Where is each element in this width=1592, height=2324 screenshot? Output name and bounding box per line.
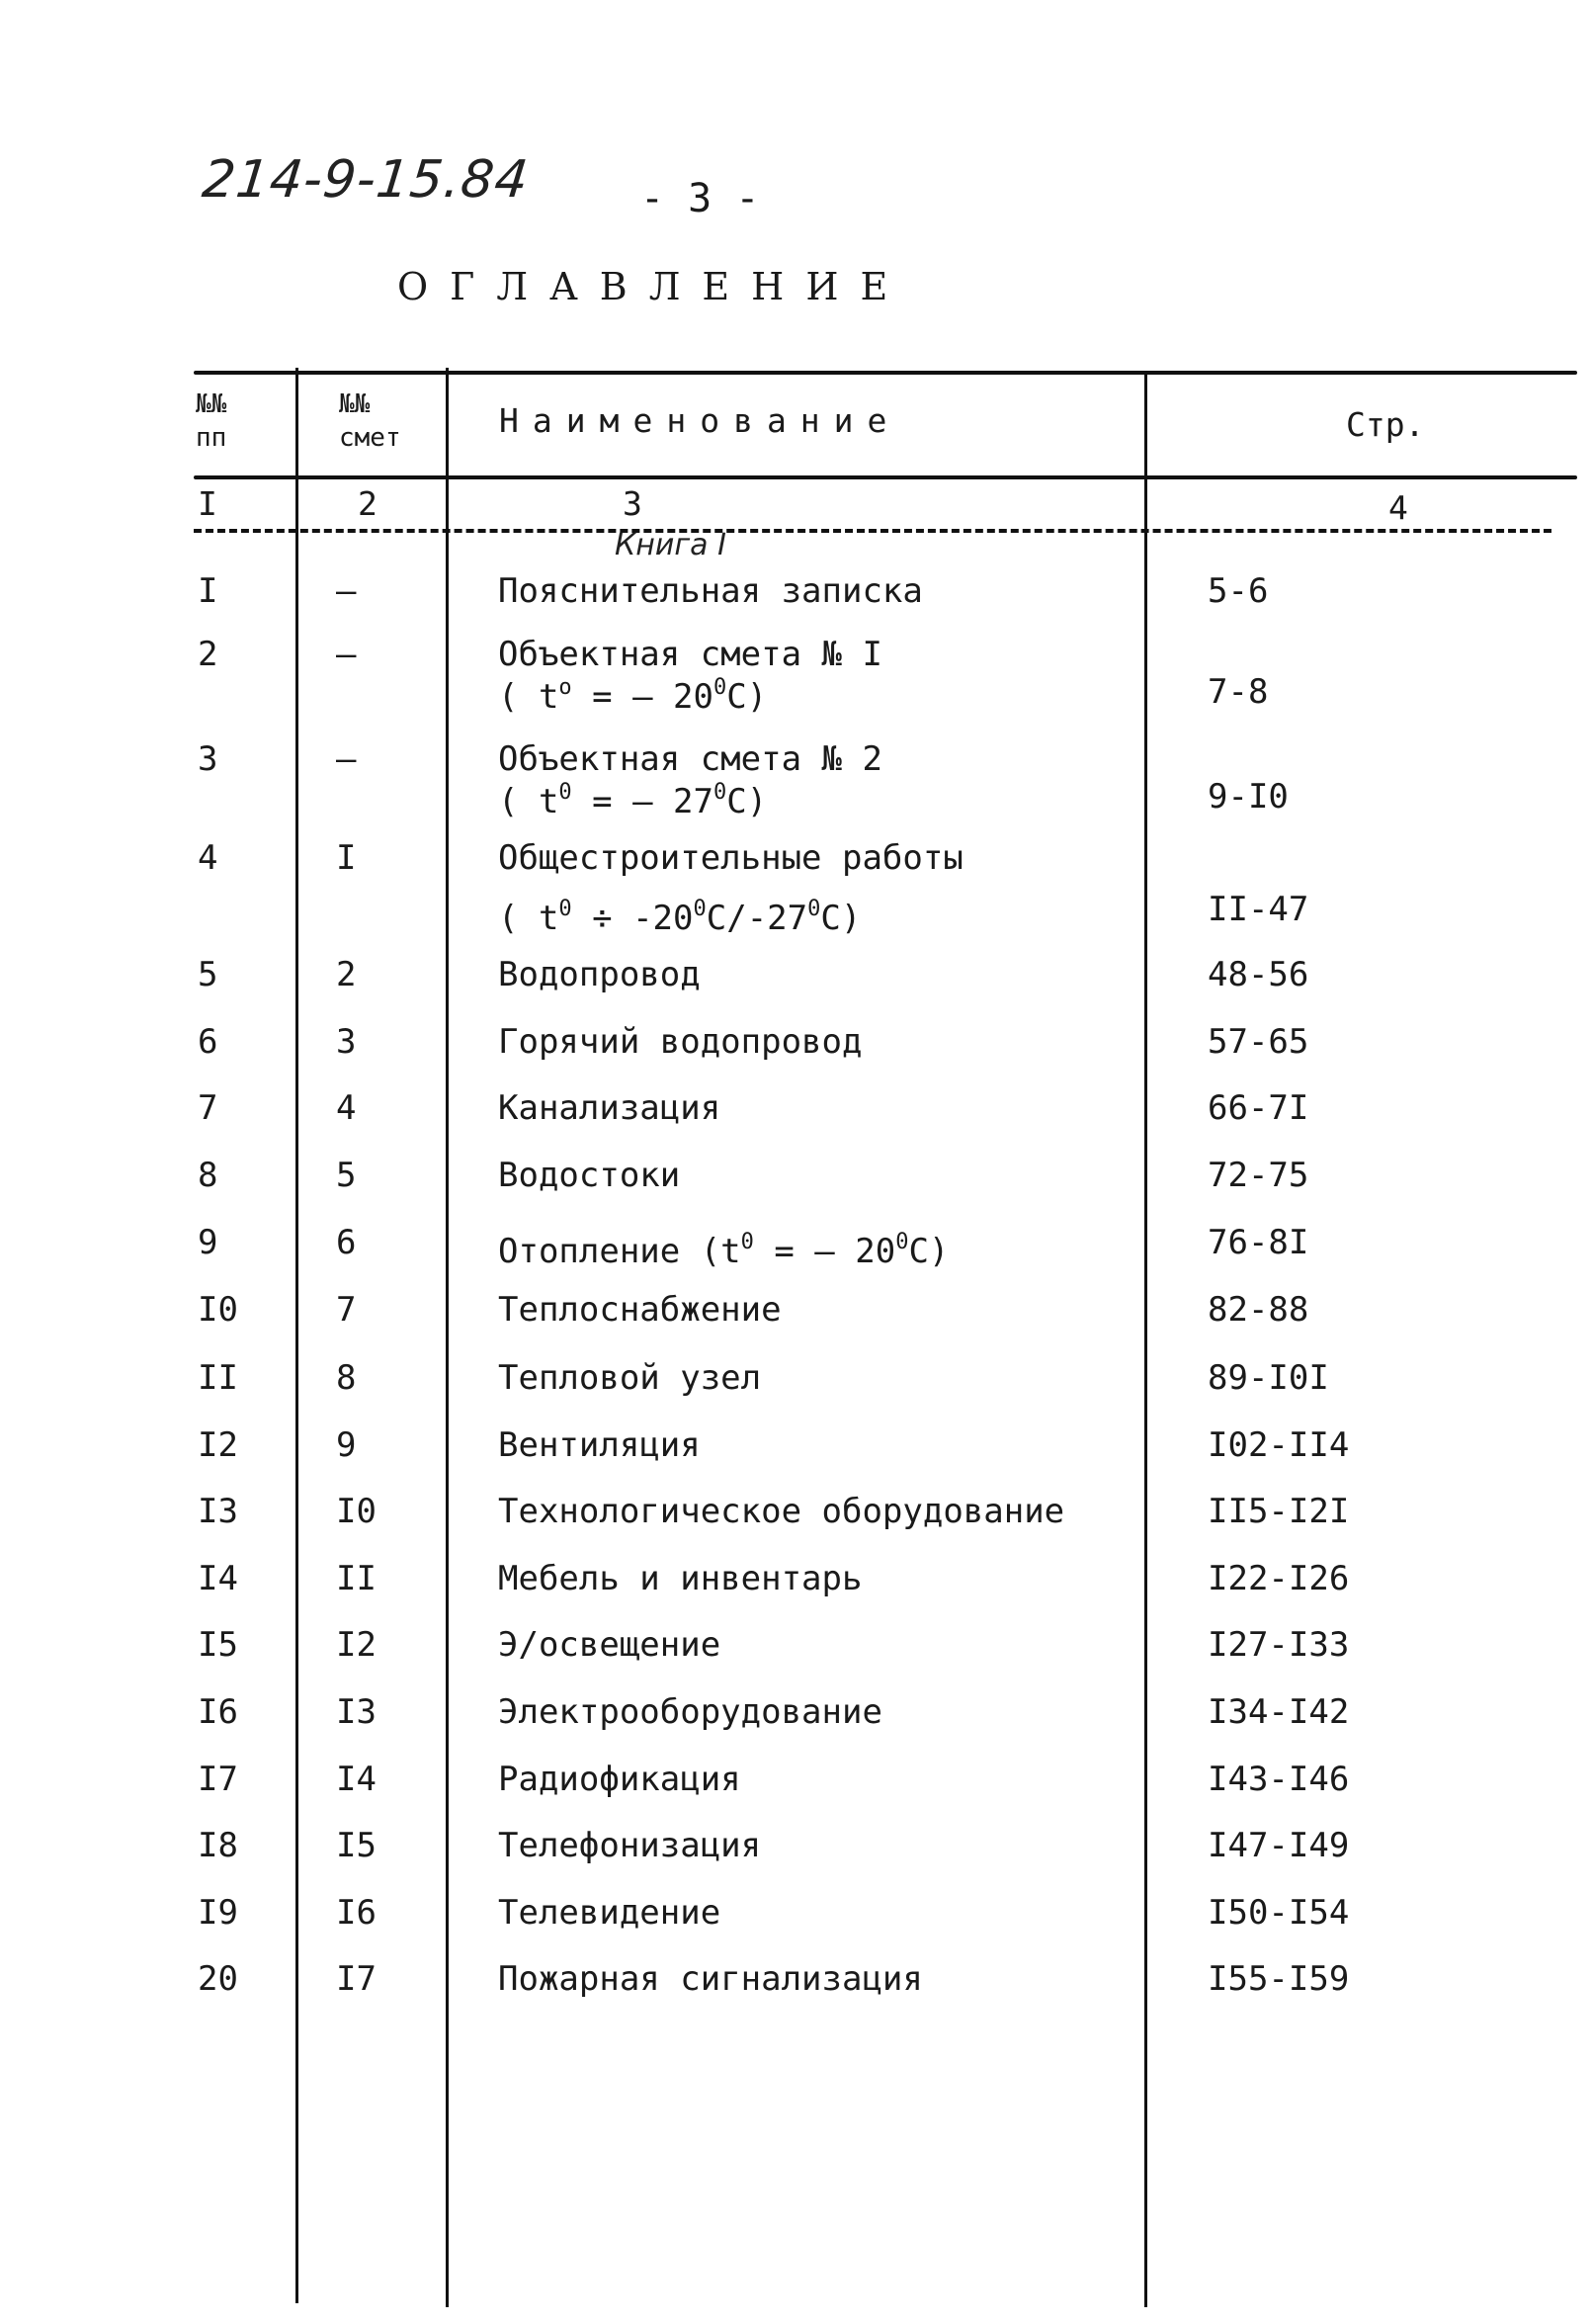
estimate-number: I0	[336, 1492, 377, 1531]
column-number-4: 4	[1388, 488, 1408, 527]
row-number: 7	[198, 1088, 218, 1128]
row-number: I8	[198, 1826, 238, 1865]
row-name-text: C/-27	[706, 899, 808, 938]
page-range: II5-I2I	[1208, 1492, 1350, 1531]
row-name	[498, 1692, 882, 1732]
page-range: 89-I0I	[1208, 1358, 1329, 1398]
estimate-number: 3	[336, 1022, 357, 1062]
estimate-number: I6	[336, 1893, 377, 1933]
row-name-text: = – 20	[753, 1232, 896, 1271]
estimate-number: 6	[336, 1223, 357, 1262]
row-number: 2	[198, 635, 218, 674]
row-name-text: Мебель и инвентарь	[498, 1559, 863, 1598]
degree-sup: 0	[895, 1230, 909, 1254]
page-range: I27-I33	[1208, 1625, 1350, 1665]
document-code: 214-9-15.84	[199, 150, 532, 210]
row-name-text: Теплоснабжение	[498, 1290, 782, 1330]
row-name-text: Телевидение	[498, 1893, 721, 1933]
book-note: Книга I	[615, 528, 726, 562]
row-name	[498, 838, 964, 878]
row-name-text: Объектная смета № I	[498, 635, 882, 674]
page-range: I22-I26	[1208, 1559, 1350, 1598]
degree-sup: 0	[558, 897, 572, 921]
page-range: II-47	[1208, 890, 1309, 929]
column-number-2: 2	[358, 484, 377, 523]
degree-sup: 0	[558, 780, 572, 805]
page-range: I43-I46	[1208, 1760, 1350, 1799]
page-range: I02-II4	[1208, 1425, 1350, 1465]
row-name-text: ( t	[498, 677, 559, 717]
row-name-text: Телефонизация	[498, 1826, 762, 1865]
row-name-text: C)	[726, 782, 768, 821]
estimate-number: –	[336, 571, 357, 611]
row-name-text: Пояснительная записка	[498, 571, 923, 611]
column-divider-2	[446, 368, 449, 2307]
row-number: I4	[198, 1559, 238, 1598]
row-number: I2	[198, 1425, 238, 1465]
row-name-text: = – 20	[571, 677, 713, 717]
row-number: I0	[198, 1290, 238, 1330]
row-name	[498, 1425, 701, 1465]
row-number: I	[198, 571, 218, 611]
row-name	[498, 1156, 680, 1195]
page-range: I55-I59	[1208, 1959, 1350, 1999]
row-name-text: Тепловой узел	[498, 1358, 762, 1398]
estimate-number: 4	[336, 1088, 357, 1128]
row-number: I9	[198, 1893, 238, 1933]
estimate-number: 7	[336, 1290, 357, 1330]
estimate-number: 8	[336, 1358, 357, 1398]
row-name-text: Вентиляция	[498, 1425, 701, 1465]
row-number: 20	[198, 1959, 238, 1999]
row-name-text: Водопровод	[498, 955, 701, 994]
row-number: I5	[198, 1625, 238, 1665]
degree-sup: 0	[712, 780, 727, 805]
page-range: 66-7I	[1208, 1088, 1309, 1128]
estimate-number: 9	[336, 1425, 357, 1465]
row-name-text: Канализация	[498, 1088, 721, 1128]
row-name	[498, 1559, 862, 1598]
row-name	[498, 1760, 741, 1799]
row-name-text: ( t	[498, 782, 559, 821]
row-number: I3	[198, 1492, 238, 1531]
page-range: I50-I54	[1208, 1893, 1350, 1933]
degree-sup: o	[558, 675, 572, 700]
header-col2	[339, 387, 401, 455]
page-range: I34-I42	[1208, 1692, 1350, 1732]
estimate-number: 2	[336, 955, 357, 994]
column-number-3: 3	[623, 484, 642, 523]
row-name	[498, 955, 701, 994]
page-range: 82-88	[1208, 1290, 1309, 1330]
row-name	[498, 1223, 949, 1271]
page-range: 7-8	[1208, 672, 1269, 712]
row-number: 3	[198, 739, 218, 779]
estimate-number: I3	[336, 1692, 377, 1732]
column-number-1: I	[198, 484, 217, 523]
row-name-line2	[498, 668, 767, 717]
page-range: 5-6	[1208, 571, 1269, 611]
row-name-line2	[498, 890, 861, 938]
row-name	[498, 1088, 720, 1128]
row-name-text: = – 27	[571, 782, 713, 821]
row-name	[498, 1290, 782, 1330]
estimate-number: I	[336, 838, 357, 878]
estimate-number: –	[336, 739, 357, 779]
page-range: I47-I49	[1208, 1826, 1350, 1865]
row-name	[498, 1358, 761, 1398]
estimate-number: I4	[336, 1760, 377, 1799]
row-name-text: Общестроительные работы	[498, 838, 964, 878]
degree-sup: 0	[740, 1230, 754, 1254]
row-number: 6	[198, 1022, 218, 1062]
row-name-text: ( t	[498, 899, 559, 938]
row-name	[498, 571, 923, 611]
estimate-number: II	[336, 1559, 377, 1598]
header-col2-line1: №№	[339, 389, 371, 419]
row-name	[498, 1022, 862, 1062]
page-range: 9-I0	[1208, 777, 1289, 817]
row-number: 9	[198, 1223, 218, 1262]
row-name-text: C)	[726, 677, 768, 717]
estimate-number: 5	[336, 1156, 357, 1195]
column-divider-1	[295, 368, 298, 2303]
page-range: 72-75	[1208, 1156, 1309, 1195]
page-range: 48-56	[1208, 955, 1309, 994]
row-number: 8	[198, 1156, 218, 1195]
header-col3: Наименование	[499, 401, 901, 440]
page-range: 76-8I	[1208, 1223, 1309, 1262]
row-number: 5	[198, 955, 218, 994]
row-name-text: C)	[908, 1232, 950, 1271]
row-name-text: C)	[820, 899, 862, 938]
column-numbers-rule	[194, 529, 1551, 533]
degree-sup: 0	[693, 897, 707, 921]
column-divider-3	[1144, 372, 1147, 2307]
estimate-number: I5	[336, 1826, 377, 1865]
degree-sup: 0	[807, 897, 821, 921]
table-top-rule	[194, 371, 1577, 375]
row-number: I7	[198, 1760, 238, 1799]
row-name-text: Объектная смета № 2	[498, 739, 882, 779]
header-col1-line1: №№	[196, 389, 227, 419]
header-col1-line2: пп	[196, 423, 227, 453]
row-name-text: Технологическое оборудование	[498, 1492, 1065, 1531]
header-col1	[196, 387, 226, 455]
row-name-text: Пожарная сигнализация	[498, 1959, 923, 1999]
row-number: I6	[198, 1692, 238, 1732]
estimate-number: I2	[336, 1625, 377, 1665]
row-name-text: ÷ -20	[571, 899, 694, 938]
toc-title: ОГЛАВЛЕНИЕ	[397, 265, 910, 308]
estimate-number: –	[336, 635, 357, 674]
row-name	[498, 1893, 720, 1933]
row-name-line2	[498, 773, 767, 821]
row-number: II	[198, 1358, 238, 1398]
row-name-text: Радиофикация	[498, 1760, 741, 1799]
row-name	[498, 1959, 923, 1999]
row-name	[498, 1492, 1064, 1531]
row-name-text: Водостоки	[498, 1156, 681, 1195]
row-name-text: Электрооборудование	[498, 1692, 882, 1732]
degree-sup: 0	[712, 675, 727, 700]
estimate-number: I7	[336, 1959, 377, 1999]
header-col4: Стр.	[1346, 405, 1425, 444]
row-name-text: Э/освещение	[498, 1625, 721, 1665]
header-col2-line2: смет	[339, 423, 401, 453]
row-name	[498, 1625, 720, 1665]
row-name-text: Горячий водопровод	[498, 1022, 863, 1062]
row-number: 4	[198, 838, 218, 878]
page-range: 57-65	[1208, 1022, 1309, 1062]
page-number: - 3 -	[640, 176, 760, 221]
row-name	[498, 1826, 761, 1865]
header-bottom-rule	[194, 475, 1577, 479]
row-name-text: Отопление (t	[498, 1232, 741, 1271]
